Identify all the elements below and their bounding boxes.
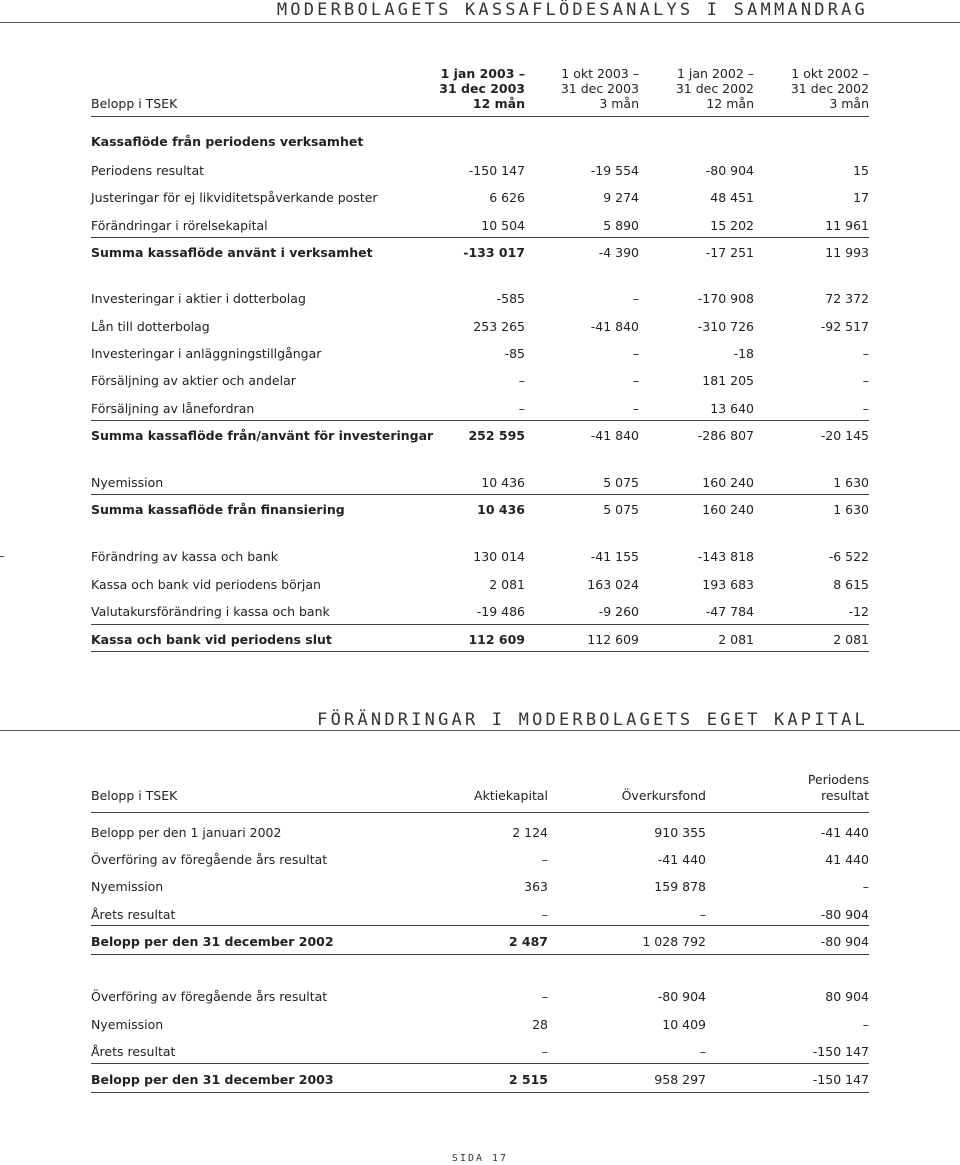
column-header: Aktiekapital — [474, 788, 548, 803]
column-header: 3 mån — [829, 96, 869, 111]
cell-value: 2 515 — [508, 1072, 548, 1087]
cell-value: – — [699, 1044, 706, 1059]
cell-value: 1 028 792 — [642, 934, 706, 949]
cell-value: 363 — [524, 879, 548, 894]
cell-value: 130 014 — [473, 549, 525, 564]
sum-rule — [91, 1063, 869, 1064]
cell-value: 2 081 — [833, 632, 869, 647]
cell-value: 11 961 — [825, 218, 869, 233]
cell-value: 2 081 — [718, 632, 754, 647]
cell-value: -9 260 — [598, 604, 639, 619]
cell-value: 10 504 — [481, 218, 525, 233]
unit-label: Belopp i TSEK — [91, 788, 178, 803]
sum-rule — [91, 494, 869, 495]
column-header: 31 dec 2002 — [675, 81, 754, 96]
column-header: resultat — [821, 788, 869, 803]
cell-value: – — [541, 989, 548, 1004]
cell-value: -143 818 — [697, 549, 754, 564]
cell-value: -80 904 — [705, 163, 754, 178]
row-label: Kassa och bank vid periodens början — [91, 577, 321, 592]
column-header: Överkursfond — [621, 788, 706, 803]
cell-value: 11 993 — [825, 245, 869, 260]
cell-value: 2 487 — [508, 934, 548, 949]
page-number: SIDA 17 — [451, 1153, 509, 1164]
cell-value: -6 522 — [828, 549, 869, 564]
section-heading: Kassaflöde från periodens verksamhet — [91, 134, 364, 149]
cell-value: -41 840 — [590, 319, 639, 334]
cell-value: 15 — [853, 163, 869, 178]
row-label: Investeringar i aktier i dotterbolag — [91, 291, 306, 306]
row-label: Nyemission — [91, 1017, 164, 1032]
cell-value: 2 124 — [512, 825, 548, 840]
cell-value: 112 609 — [468, 632, 525, 647]
cell-value: 253 265 — [473, 319, 525, 334]
cell-value: 160 240 — [702, 502, 754, 517]
cell-value: -92 517 — [820, 319, 869, 334]
cell-value: 10 409 — [662, 1017, 706, 1032]
cell-value: -41 155 — [590, 549, 639, 564]
cell-value: 80 904 — [825, 989, 869, 1004]
cell-value: – — [632, 346, 639, 361]
bottom-rule — [91, 1092, 869, 1093]
cell-value: -133 017 — [463, 245, 525, 260]
cell-value: -80 904 — [657, 989, 706, 1004]
bottom-rule — [91, 651, 869, 652]
cell-value: 1 630 — [833, 475, 869, 490]
cell-value: -18 — [733, 346, 754, 361]
cell-value: – — [862, 1017, 869, 1032]
cell-value: 160 240 — [702, 475, 754, 490]
column-header: 12 mån — [706, 96, 754, 111]
column-header: Periodens — [807, 772, 869, 787]
column-header: 1 okt 2002 – — [791, 66, 869, 81]
column-header: 1 okt 2003 – — [561, 66, 639, 81]
cell-value: – — [518, 373, 525, 388]
cell-value: 10 436 — [477, 502, 525, 517]
cell-value: -12 — [848, 604, 869, 619]
cashflow-title: MODERBOLAGETS KASSAFLÖDESANALYS I SAMMANDRAG — [276, 0, 868, 20]
cell-value: – — [862, 373, 869, 388]
section-rule — [91, 954, 869, 955]
cell-value: -17 251 — [705, 245, 754, 260]
cell-value: 2 081 — [489, 577, 525, 592]
column-header: 12 mån — [472, 96, 525, 111]
column-header: 1 jan 2002 – — [677, 66, 754, 81]
cell-value: 10 436 — [481, 475, 525, 490]
sum-rule — [91, 925, 869, 926]
cell-value: – — [541, 1044, 548, 1059]
header-rule — [91, 812, 869, 813]
cell-value: -170 908 — [697, 291, 754, 306]
row-label: Nyemission — [91, 475, 164, 490]
unit-label: Belopp i TSEK — [91, 96, 178, 111]
cell-value: – — [862, 346, 869, 361]
column-header: 31 dec 2003 — [560, 81, 639, 96]
row-label: Överföring av föregående års resultat — [91, 989, 328, 1004]
column-header: 31 dec 2002 — [790, 81, 869, 96]
cell-value: 910 355 — [654, 825, 706, 840]
header-rule — [91, 116, 869, 117]
cell-value: 13 640 — [710, 401, 754, 416]
cell-value: – — [518, 401, 525, 416]
cell-value: -80 904 — [820, 907, 869, 922]
cell-value: -150 147 — [468, 163, 525, 178]
cell-value: -150 147 — [812, 1072, 869, 1087]
cell-value: 252 595 — [468, 428, 525, 443]
cell-value: 9 274 — [603, 190, 639, 205]
cell-value: -150 147 — [812, 1044, 869, 1059]
row-label: Förändringar i rörelsekapital — [91, 218, 268, 233]
cell-value: 5 075 — [603, 502, 639, 517]
row-label: Försäljning av lånefordran — [91, 401, 255, 416]
row-label: Kassa och bank vid periodens slut — [91, 632, 332, 647]
cell-value: 159 878 — [654, 879, 706, 894]
cell-value: – — [632, 373, 639, 388]
row-label: Summa kassaflöde använt i verksamhet — [91, 245, 373, 260]
row-label: Investeringar i anläggningstillgångar — [91, 346, 322, 361]
cell-value: -4 390 — [598, 245, 639, 260]
cell-value: 181 205 — [702, 373, 754, 388]
cell-value: 193 683 — [702, 577, 754, 592]
cell-value: 163 024 — [587, 577, 639, 592]
margin-mark — [0, 556, 4, 557]
row-label: Förändring av kassa och bank — [91, 549, 279, 564]
cell-value: 958 297 — [654, 1072, 706, 1087]
cell-value: 8 615 — [833, 577, 869, 592]
row-label: Belopp per den 1 januari 2002 — [91, 825, 282, 840]
cell-value: 5 075 — [603, 475, 639, 490]
row-label: Överföring av föregående års resultat — [91, 852, 328, 867]
cell-value: 1 630 — [833, 502, 869, 517]
row-label: Nyemission — [91, 879, 164, 894]
cell-value: -286 807 — [697, 428, 754, 443]
cell-value: -41 440 — [657, 852, 706, 867]
row-label: Belopp per den 31 december 2002 — [91, 934, 334, 949]
row-label: Valutakursförändring i kassa och bank — [91, 604, 330, 619]
cell-value: 15 202 — [710, 218, 754, 233]
cell-value: 112 609 — [587, 632, 639, 647]
cell-value: – — [862, 879, 869, 894]
cell-value: 5 890 — [603, 218, 639, 233]
row-label: Försäljning av aktier och andelar — [91, 373, 296, 388]
cell-value: 17 — [853, 190, 869, 205]
cell-value: -41 840 — [590, 428, 639, 443]
row-label: Justeringar för ej likviditetspåverkande poster — [91, 190, 378, 205]
row-label: Årets resultat — [91, 907, 176, 922]
row-label: Summa kassaflöde från finansiering — [91, 502, 345, 517]
cell-value: -47 784 — [705, 604, 754, 619]
cell-value: -310 726 — [697, 319, 754, 334]
cell-value: -85 — [504, 346, 525, 361]
column-header: 3 mån — [599, 96, 639, 111]
cell-value: – — [862, 401, 869, 416]
cell-value: – — [632, 291, 639, 306]
column-header: 31 dec 2003 — [439, 81, 525, 96]
row-label: Periodens resultat — [91, 163, 205, 178]
equity-title: FÖRÄNDRINGAR I MODERBOLAGETS EGET KAPITAL — [317, 710, 868, 730]
sum-rule — [91, 624, 869, 625]
cell-value: – — [541, 852, 548, 867]
cell-value: 28 — [532, 1017, 548, 1032]
cell-value: 6 626 — [489, 190, 525, 205]
cell-value: -19 554 — [590, 163, 639, 178]
cell-value: -19 486 — [476, 604, 525, 619]
column-header: 1 jan 2003 – — [440, 66, 525, 81]
cell-value: – — [632, 401, 639, 416]
cell-value: 41 440 — [825, 852, 869, 867]
cell-value: -20 145 — [820, 428, 869, 443]
cell-value: – — [541, 907, 548, 922]
cell-value: -80 904 — [820, 934, 869, 949]
row-label: Årets resultat — [91, 1044, 176, 1059]
row-label: Lån till dotterbolag — [91, 319, 210, 334]
sum-rule — [91, 237, 869, 238]
equity-header — [0, 708, 960, 731]
row-label: Belopp per den 31 december 2003 — [91, 1072, 334, 1087]
cell-value: -585 — [496, 291, 525, 306]
sum-rule — [91, 420, 869, 421]
cell-value: 72 372 — [825, 291, 869, 306]
cell-value: 48 451 — [710, 190, 754, 205]
row-label: Summa kassaflöde från/använt för investeringar — [91, 428, 434, 443]
cashflow-header — [0, 0, 960, 23]
cell-value: -41 440 — [820, 825, 869, 840]
cell-value: – — [699, 907, 706, 922]
